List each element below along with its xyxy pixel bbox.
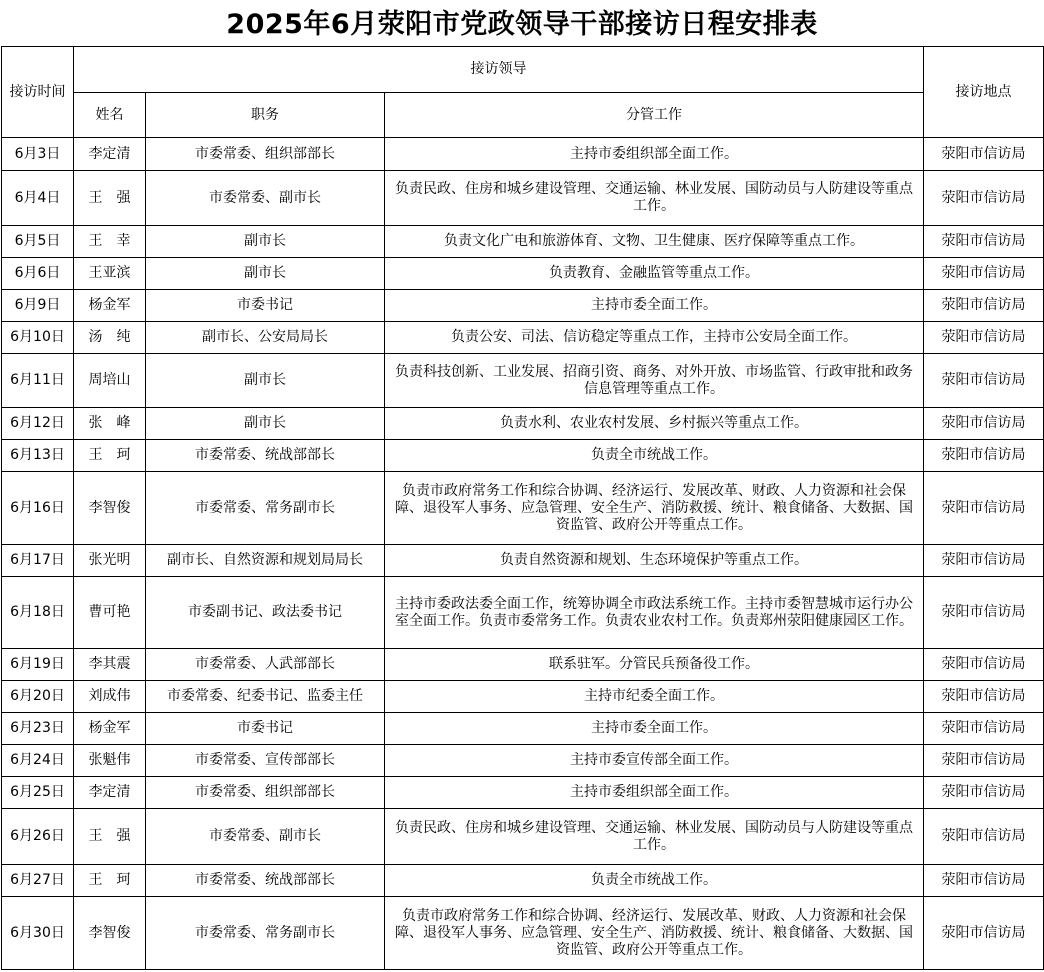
- table-row: [2, 713, 1044, 745]
- visit-date: 6月24日: [2, 745, 74, 777]
- visit-place: 荥阳市信访局: [924, 777, 1044, 809]
- visit-place: 荥阳市信访局: [924, 809, 1044, 865]
- visit-place: 荥阳市信访局: [924, 290, 1044, 322]
- leader-position: 市委常委、副市长: [146, 171, 385, 226]
- leader-name: 王亚滨: [74, 258, 146, 290]
- leader-name: 张光明: [74, 545, 146, 577]
- leader-name: 汤 纯: [74, 322, 146, 354]
- leader-duty: 负责科技创新、工业发展、招商引资、商务、对外开放、市场监管、行政审批和政务信息管理等重点工作。: [385, 354, 924, 408]
- visit-place: 荥阳市信访局: [924, 577, 1044, 649]
- leader-name: 李智俊: [74, 897, 146, 970]
- leader-duty: 主持市委组织部全面工作。: [385, 777, 924, 809]
- leader-position: 市委常委、组织部部长: [146, 777, 385, 809]
- visit-date: 6月13日: [2, 440, 74, 472]
- leader-name: 张 峰: [74, 408, 146, 440]
- visit-date: 6月5日: [2, 226, 74, 258]
- visit-date: 6月20日: [2, 681, 74, 713]
- header-place: 接访地点: [924, 47, 1044, 138]
- header-leader-group: 接访领导: [74, 47, 924, 93]
- leader-name: 曹可艳: [74, 577, 146, 649]
- header-duty: 分管工作: [385, 93, 924, 138]
- table-row: [2, 745, 1044, 777]
- table-row: [2, 226, 1044, 258]
- page-title: 2025年6月荥阳市党政领导干部接访日程安排表: [226, 9, 818, 40]
- leader-position: 副市长: [146, 408, 385, 440]
- visit-place: 荥阳市信访局: [924, 681, 1044, 713]
- leader-duty: 负责教育、金融监管等重点工作。: [385, 258, 924, 290]
- leader-position: 市委常委、纪委书记、监委主任: [146, 681, 385, 713]
- visit-date: 6月11日: [2, 354, 74, 408]
- leader-duty: 负责公安、司法、信访稳定等重点工作，主持市公安局全面工作。: [385, 322, 924, 354]
- header-name: 姓名: [74, 93, 146, 138]
- visit-place: 荥阳市信访局: [924, 258, 1044, 290]
- table-row: [2, 440, 1044, 472]
- visit-date: 6月9日: [2, 290, 74, 322]
- table-row: [2, 408, 1044, 440]
- leader-name: 李智俊: [74, 472, 146, 545]
- leader-name: 李定清: [74, 138, 146, 171]
- visit-date: 6月12日: [2, 408, 74, 440]
- visit-place: 荥阳市信访局: [924, 408, 1044, 440]
- leader-position: 副市长: [146, 258, 385, 290]
- visit-place: 荥阳市信访局: [924, 354, 1044, 408]
- leader-duty: 主持市委宣传部全面工作。: [385, 745, 924, 777]
- leader-duty: 负责全市统战工作。: [385, 865, 924, 897]
- leader-position: 副市长: [146, 226, 385, 258]
- leader-position: 副市长: [146, 354, 385, 408]
- leader-position: 市委副书记、政法委书记: [146, 577, 385, 649]
- leader-duty: 负责市政府常务工作和综合协调、经济运行、发展改革、财政、人力资源和社会保障、退役军人事务、应急管理、安全生产、消防救援、统计、粮食储备、大数据、国资监管、政府公开等重点工作。: [385, 897, 924, 970]
- visit-place: 荥阳市信访局: [924, 649, 1044, 681]
- visit-place: 荥阳市信访局: [924, 472, 1044, 545]
- leader-duty: 负责民政、住房和城乡建设管理、交通运输、林业发展、国防动员与人防建设等重点工作。: [385, 809, 924, 865]
- visit-date: 6月4日: [2, 171, 74, 226]
- leader-duty: 主持市委全面工作。: [385, 290, 924, 322]
- leader-position: 市委常委、人武部部长: [146, 649, 385, 681]
- visit-place: 荥阳市信访局: [924, 713, 1044, 745]
- leader-name: 周培山: [74, 354, 146, 408]
- visit-place: 荥阳市信访局: [924, 440, 1044, 472]
- visit-date: 6月19日: [2, 649, 74, 681]
- table-row: [2, 897, 1044, 970]
- header-time: 接访时间: [2, 47, 74, 138]
- leader-duty: 主持市委政法委全面工作，统筹协调全市政法系统工作。主持市委智慧城市运行办公室全面工作。负责市委常务工作。负责农业农村工作。负责郑州荥阳健康园区工作。: [385, 577, 924, 649]
- leader-duty: 负责市政府常务工作和综合协调、经济运行、发展改革、财政、人力资源和社会保障、退役军人事务、应急管理、安全生产、消防救援、统计、粮食储备、大数据、国资监管、政府公开等重点工作。: [385, 472, 924, 545]
- schedule-rows: [2, 138, 1044, 970]
- visit-place: 荥阳市信访局: [924, 171, 1044, 226]
- leader-name: 李定清: [74, 777, 146, 809]
- leader-position: 市委常委、常务副市长: [146, 897, 385, 970]
- visit-place: 荥阳市信访局: [924, 545, 1044, 577]
- table-row: [2, 809, 1044, 865]
- leader-duty: 负责自然资源和规划、生态环境保护等重点工作。: [385, 545, 924, 577]
- leader-duty: 主持市纪委全面工作。: [385, 681, 924, 713]
- visit-date: 6月6日: [2, 258, 74, 290]
- table-row: [2, 577, 1044, 649]
- leader-name: 王 幸: [74, 226, 146, 258]
- visit-place: 荥阳市信访局: [924, 865, 1044, 897]
- leader-name: 张魁伟: [74, 745, 146, 777]
- leader-name: 刘成伟: [74, 681, 146, 713]
- visit-date: 6月3日: [2, 138, 74, 171]
- leader-duty: 负责民政、住房和城乡建设管理、交通运输、林业发展、国防动员与人防建设等重点工作。: [385, 171, 924, 226]
- visit-date: 6月27日: [2, 865, 74, 897]
- leader-name: 李其震: [74, 649, 146, 681]
- leader-position: 市委常委、宣传部部长: [146, 745, 385, 777]
- visit-place: 荥阳市信访局: [924, 226, 1044, 258]
- table-row: [2, 777, 1044, 809]
- leader-position: 市委书记: [146, 290, 385, 322]
- visit-place: 荥阳市信访局: [924, 897, 1044, 970]
- leader-name: 王 珂: [74, 865, 146, 897]
- table-row: [2, 354, 1044, 408]
- schedule-table: [1, 46, 1044, 970]
- visit-date: 6月25日: [2, 777, 74, 809]
- leader-name: 杨金军: [74, 290, 146, 322]
- leader-name: 杨金军: [74, 713, 146, 745]
- table-row: [2, 171, 1044, 226]
- table-row: [2, 472, 1044, 545]
- leader-name: 王 强: [74, 809, 146, 865]
- leader-position: 市委常委、统战部部长: [146, 865, 385, 897]
- leader-name: 王 珂: [74, 440, 146, 472]
- leader-position: 副市长、自然资源和规划局局长: [146, 545, 385, 577]
- leader-duty: 负责全市统战工作。: [385, 440, 924, 472]
- table-row: [2, 649, 1044, 681]
- header-position: 职务: [146, 93, 385, 138]
- visit-date: 6月23日: [2, 713, 74, 745]
- table-row: [2, 322, 1044, 354]
- leader-duty: 主持市委全面工作。: [385, 713, 924, 745]
- table-row: [2, 138, 1044, 171]
- visit-place: 荥阳市信访局: [924, 745, 1044, 777]
- leader-position: 市委常委、副市长: [146, 809, 385, 865]
- leader-name: 王 强: [74, 171, 146, 226]
- visit-date: 6月26日: [2, 809, 74, 865]
- visit-place: 荥阳市信访局: [924, 322, 1044, 354]
- leader-duty: 负责水利、农业农村发展、乡村振兴等重点工作。: [385, 408, 924, 440]
- leader-position: 副市长、公安局局长: [146, 322, 385, 354]
- leader-position: 市委常委、统战部部长: [146, 440, 385, 472]
- visit-date: 6月30日: [2, 897, 74, 970]
- visit-date: 6月18日: [2, 577, 74, 649]
- visit-date: 6月10日: [2, 322, 74, 354]
- visit-date: 6月17日: [2, 545, 74, 577]
- leader-position: 市委常委、常务副市长: [146, 472, 385, 545]
- table-row: [2, 258, 1044, 290]
- leader-position: 市委书记: [146, 713, 385, 745]
- table-row: [2, 681, 1044, 713]
- table-row: [2, 290, 1044, 322]
- leader-position: 市委常委、组织部部长: [146, 138, 385, 171]
- leader-duty: 联系驻军。分管民兵预备役工作。: [385, 649, 924, 681]
- visit-place: 荥阳市信访局: [924, 138, 1044, 171]
- table-row: [2, 545, 1044, 577]
- visit-date: 6月16日: [2, 472, 74, 545]
- leader-duty: 主持市委组织部全面工作。: [385, 138, 924, 171]
- table-row: [2, 865, 1044, 897]
- leader-duty: 负责文化广电和旅游体育、文物、卫生健康、医疗保障等重点工作。: [385, 226, 924, 258]
